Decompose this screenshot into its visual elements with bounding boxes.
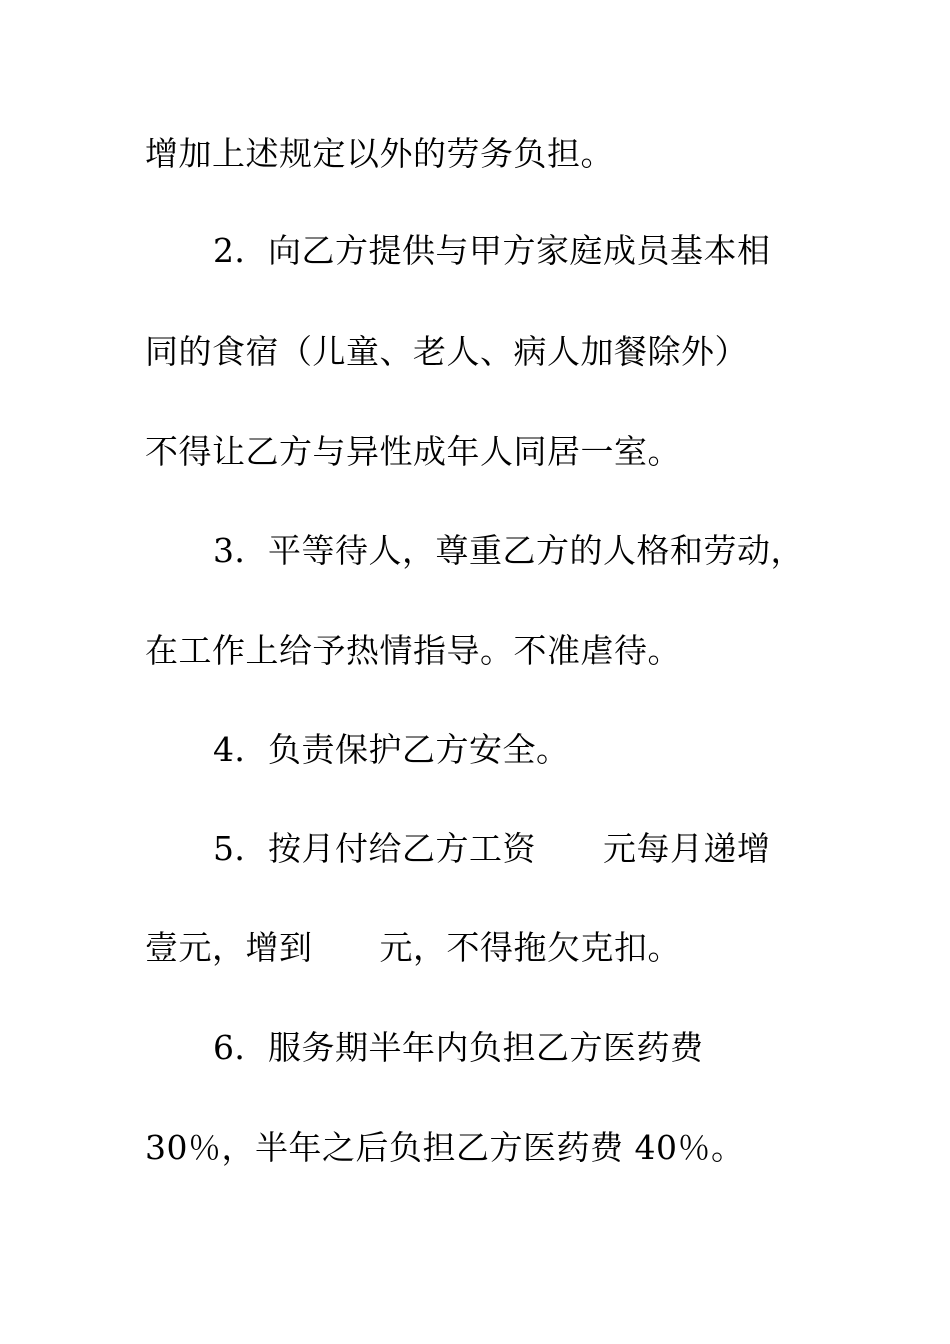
text-line: 不得让乙方与异性成年人同居一室。: [145, 432, 681, 471]
clause-6-line: 6．服务期半年内负担乙方医药费: [213, 1028, 704, 1067]
text-line: 增加上述规定以外的劳务负担。: [145, 134, 614, 173]
text-line: 壹元，增到 元，不得拖欠克扣。: [145, 928, 681, 967]
clause-5-line: 5．按月付给乙方工资 元每月递增: [213, 829, 771, 868]
text-line: 在工作上给予热情指导。不准虐待。: [145, 631, 681, 670]
text-line: 同的食宿（儿童、老人、病人加餐除外）: [145, 332, 748, 371]
clause-3-line: 3．平等待人，尊重乙方的人格和劳动，: [213, 531, 804, 570]
clause-2-line: 2．向乙方提供与甲方家庭成员基本相: [213, 231, 771, 270]
clause-4-line: 4．负责保护乙方安全。: [213, 730, 570, 769]
text-line: 30％，半年之后负担乙方医药费 40％。: [145, 1128, 745, 1167]
